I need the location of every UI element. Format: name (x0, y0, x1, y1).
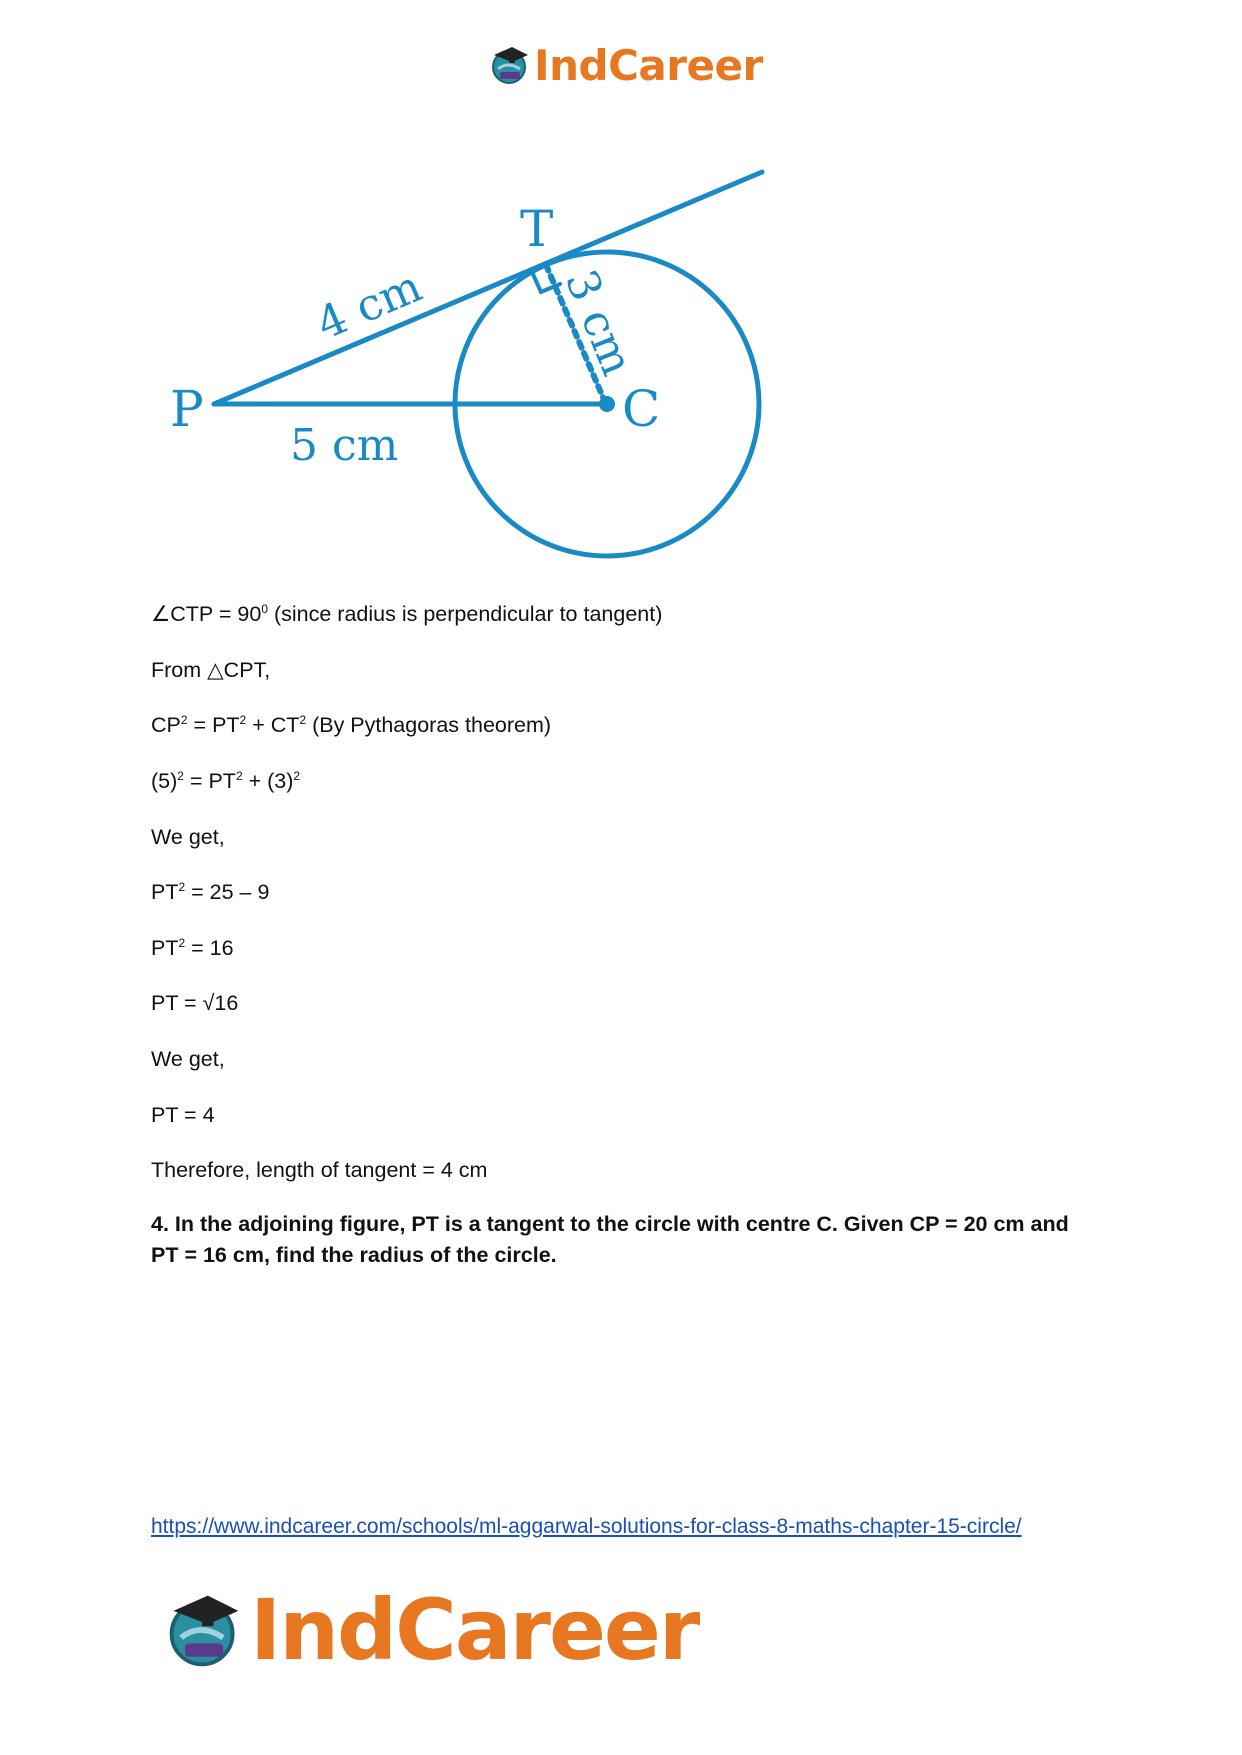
brand-wordmark: IndCareer (250, 1581, 699, 1679)
centre-point (599, 396, 615, 412)
solution-line (151, 990, 238, 1016)
superscript: 2 (239, 713, 247, 727)
brand-wordmark: IndCareer (534, 40, 763, 90)
text-run: PT = √16 (151, 991, 239, 1015)
label-ct: 3 cm (554, 263, 643, 383)
solution-line (151, 1102, 215, 1128)
label-p: P (170, 380, 204, 438)
superscript: 2 (178, 936, 186, 950)
superscript: 2 (235, 769, 243, 783)
text-run: = PT (183, 769, 236, 793)
tangent-line (214, 172, 762, 404)
tangent-figure (150, 160, 790, 570)
text-run: = PT (187, 713, 240, 737)
label-c: C (622, 380, 661, 438)
solution-line (151, 601, 662, 627)
text-run: (By Pythagoras theorem) (306, 713, 552, 737)
text-run: (since radius is perpendicular to tangent) (268, 602, 663, 626)
label-pt: 4 cm (309, 260, 430, 351)
superscript: 0 (261, 602, 268, 616)
solution-line (151, 1157, 487, 1183)
label-pc: 5 cm (290, 420, 399, 471)
header-logo (488, 40, 763, 90)
text-run: (5) (151, 769, 178, 793)
solution-line (151, 768, 300, 794)
text-run: = 16 (185, 936, 234, 960)
text-run: We get, (151, 1047, 225, 1071)
text-run: Therefore, length of tangent = 4 cm (151, 1158, 488, 1182)
solution-line (151, 824, 225, 850)
footer-logo (162, 1581, 699, 1679)
solution-line (151, 712, 551, 738)
label-t: T (520, 200, 554, 258)
tangent-diagram (150, 160, 790, 570)
text-run: PT (151, 936, 179, 960)
solution-line (151, 657, 270, 683)
solution-line (151, 935, 234, 961)
text-run: We get, (151, 825, 225, 849)
text-run: From △CPT, (151, 658, 271, 682)
question-4: 4. In the adjoining figure, PT is a tangent to the circle with centre C. Given CP = 20 cm and PT = 16 cm, find the radius of the circle. (151, 1212, 1069, 1267)
text-run: + (3) (242, 769, 294, 793)
solution-line (151, 1046, 225, 1072)
text-run: PT = 4 (151, 1103, 215, 1127)
solution-line (151, 879, 269, 905)
text-run: = 25 – 9 (185, 880, 270, 904)
superscript: 2 (299, 713, 307, 727)
superscript: 2 (178, 880, 186, 894)
graduation-cap-globe-icon (162, 1588, 246, 1672)
superscript: 2 (293, 769, 301, 783)
text-run: + CT (246, 713, 300, 737)
superscript: 2 (177, 769, 184, 783)
superscript: 2 (180, 713, 188, 727)
text-run: ∠CTP = 90 (151, 602, 262, 626)
graduation-cap-globe-icon (488, 43, 532, 87)
source-link[interactable]: https://www.indcareer.com/schools/ml-aggarwal-solutions-for-class-8-maths-chapter-15-circle/ (151, 1515, 1022, 1538)
text-run: CP (151, 713, 181, 737)
text-run: PT (151, 880, 179, 904)
